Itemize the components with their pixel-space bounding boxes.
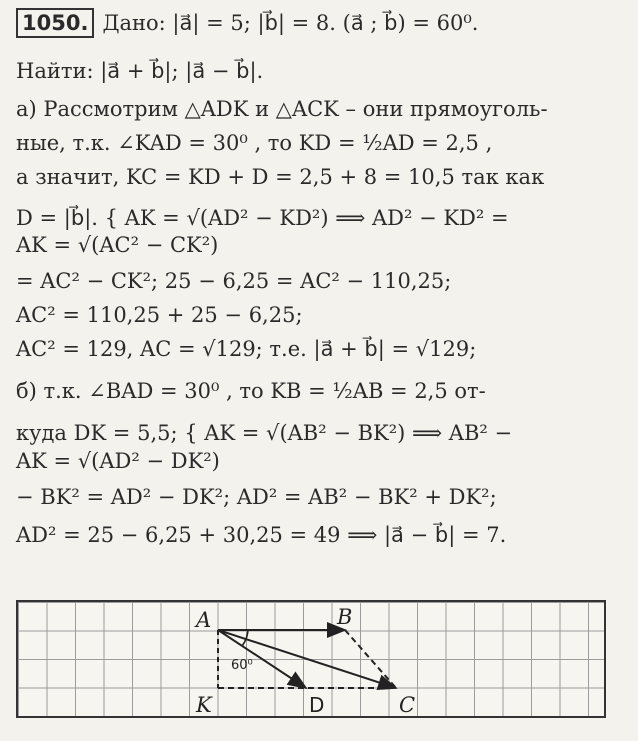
find-text: Найти: |a⃗ + b⃗|; |a⃗ − b⃗|. xyxy=(16,59,264,83)
problem-number: 1050. xyxy=(16,8,94,38)
label-k: K xyxy=(196,693,212,717)
label-c: C xyxy=(399,693,416,717)
solution-line-2: ные, т.к. ∠KAD = 30⁰ , то KD = ½AD = 2,5 , xyxy=(16,131,493,155)
solution-line-6: = AC² − CK²; 25 − 6,25 = AC² − 110,25; xyxy=(16,269,452,293)
solution-line-9: б) т.к. ∠BAD = 30⁰ , то KB = ½AB = 2,5 от- xyxy=(16,379,486,403)
solution-line-4: D = |b⃗|. { AK = √(AD² − KD²) ⟹ AD² − KD² = xyxy=(16,206,509,230)
solution-line-3: а значит, KC = KD + D = 2,5 + 8 = 10,5 так как xyxy=(16,165,545,189)
label-a: A xyxy=(196,608,212,632)
label-d: D xyxy=(309,693,325,717)
solution-line-1: а) Рассмотрим △ADK и △ACK – они прямоуголь- xyxy=(16,97,548,121)
solution-line-13: AD² = 25 − 6,25 + 30,25 = 49 ⟹ |a⃗ − b⃗| = 7. xyxy=(16,523,507,547)
solution-line-8: AC² = 129, AC = √129; т.е. |a⃗ + b⃗| = √129; xyxy=(16,337,477,361)
solution-line-7: AC² = 110,25 + 25 − 6,25; xyxy=(16,303,303,327)
angle-label: 60⁰ xyxy=(231,658,253,673)
solution-line-10: куда DK = 5,5; { AK = √(AB² − BK²) ⟹ AB² − xyxy=(16,421,513,445)
solution-line-11: AK = √(AD² − DK²) xyxy=(16,449,220,473)
solution-line-12: − BK² = AD² − DK²; AD² = AB² − BK² + DK²; xyxy=(16,485,497,509)
solution-line-5: AK = √(AC² − CK²) xyxy=(16,233,219,257)
label-b: B xyxy=(337,605,353,629)
given-text: Дано: |a⃗| = 5; |b⃗| = 8. (a⃗ ; b⃗) = 60⁰. xyxy=(102,11,479,35)
